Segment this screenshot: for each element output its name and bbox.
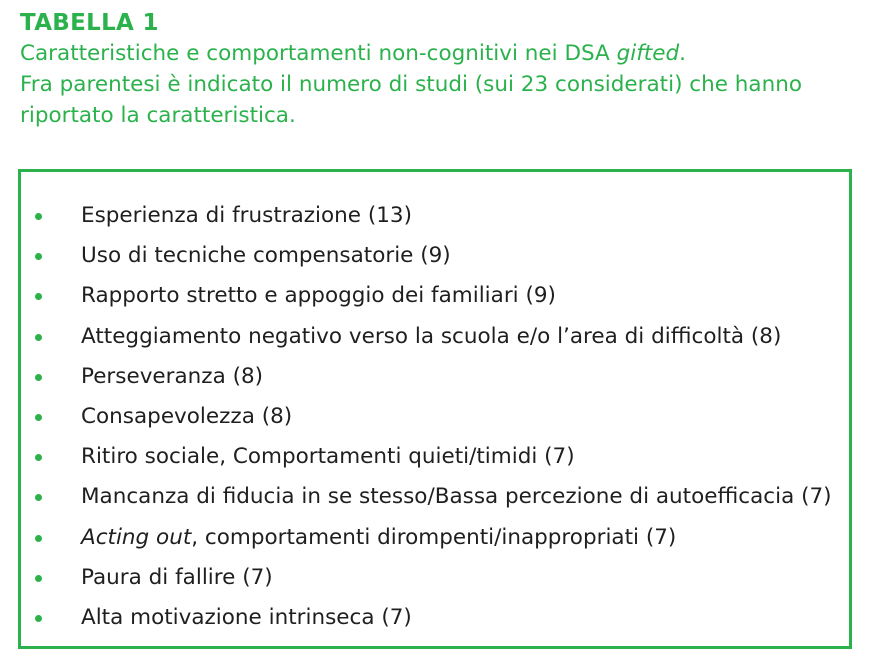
item-label: Alta motivazione intrinseca (7) bbox=[81, 604, 412, 630]
item-text bbox=[81, 437, 575, 477]
item-label: Paura di fallire (7) bbox=[81, 564, 273, 590]
bullet-icon bbox=[35, 494, 42, 501]
item-label: Uso di tecniche compensatorie (9) bbox=[81, 243, 451, 269]
caption-line-1 bbox=[20, 38, 860, 69]
list-item bbox=[21, 437, 849, 477]
caption-line-3: riportato la caratteristica. bbox=[20, 103, 296, 128]
item-text bbox=[81, 518, 676, 558]
bullet-icon bbox=[35, 334, 42, 341]
item-text bbox=[81, 397, 292, 437]
bullet-icon bbox=[35, 575, 42, 582]
item-label: Consapevolezza (8) bbox=[81, 403, 293, 429]
item-label: Atteggiamento negativo verso la scuola e/o l’area di difficoltà (8) bbox=[81, 323, 782, 349]
item-emphasis: Acting out bbox=[81, 524, 192, 550]
list-item bbox=[21, 477, 849, 517]
bullet-icon bbox=[35, 414, 42, 421]
item-text bbox=[81, 196, 412, 236]
bullet-icon bbox=[35, 374, 42, 381]
characteristics-box bbox=[18, 169, 852, 649]
item-label: Perseveranza (8) bbox=[81, 363, 264, 389]
list-item bbox=[21, 317, 849, 357]
bullet-icon bbox=[35, 454, 42, 461]
item-label: Rapporto stretto e appoggio dei familiari (9) bbox=[81, 283, 556, 309]
list-item bbox=[21, 357, 849, 397]
item-text bbox=[81, 558, 273, 598]
list-item bbox=[21, 397, 849, 437]
list-item bbox=[21, 518, 849, 558]
item-text bbox=[81, 276, 556, 316]
characteristics-list bbox=[21, 196, 849, 638]
item-text bbox=[81, 477, 832, 517]
bullet-icon bbox=[35, 253, 42, 260]
bullet-icon bbox=[35, 535, 42, 542]
bullet-icon bbox=[35, 615, 42, 622]
table-header bbox=[20, 8, 860, 131]
bullet-icon bbox=[35, 293, 42, 300]
list-item bbox=[21, 598, 849, 638]
item-text bbox=[81, 317, 781, 357]
list-item bbox=[21, 558, 849, 598]
item-label: , comportamenti dirompenti/inappropriati (7) bbox=[191, 524, 677, 550]
item-label: Mancanza di fiducia in se stesso/Bassa percezione di autoefficacia (7) bbox=[81, 484, 832, 510]
item-text bbox=[81, 598, 412, 638]
caption-line-2: Fra parentesi è indicato il numero di studi (sui 23 considerati) che hanno bbox=[20, 72, 803, 97]
list-item bbox=[21, 276, 849, 316]
item-label: Ritiro sociale, Comportamenti quieti/timidi (7) bbox=[81, 444, 575, 470]
list-item bbox=[21, 236, 849, 276]
item-label: Esperienza di frustrazione (13) bbox=[81, 203, 412, 228]
caption-period: . bbox=[679, 41, 686, 66]
item-text bbox=[81, 236, 451, 276]
item-text bbox=[81, 357, 263, 397]
table-label: TABELLA 1 bbox=[20, 10, 159, 36]
caption-emphasis: gifted bbox=[616, 41, 680, 66]
list-item bbox=[21, 196, 849, 236]
bullet-icon bbox=[35, 213, 42, 220]
caption-text: Caratteristiche e comportamenti non-cognitivi nei DSA bbox=[20, 41, 617, 66]
